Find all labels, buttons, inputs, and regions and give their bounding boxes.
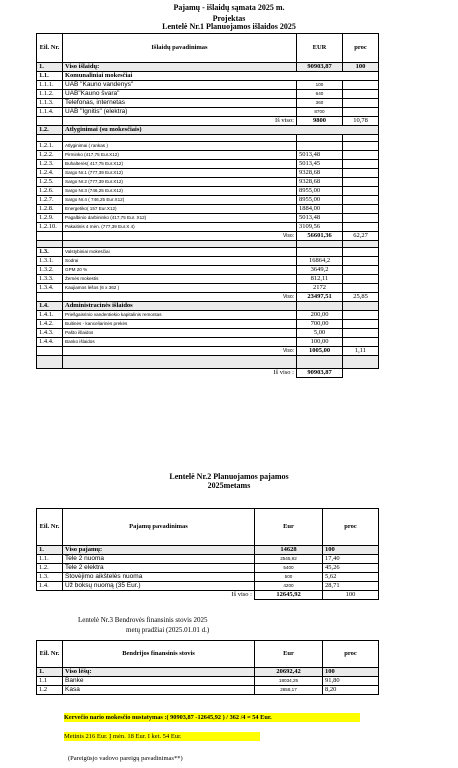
table-row [37, 214, 379, 223]
cell-proc: 91,80 [323, 677, 379, 686]
cell-nr: 1.1 [37, 677, 63, 686]
cell-nr: 1. [37, 63, 63, 72]
table-row [37, 81, 379, 90]
cell-nr: 1.3.4. [37, 284, 63, 293]
header-proc: proc [323, 641, 379, 668]
cell-nr: 1.1.1. [37, 81, 63, 90]
cell-eur: 200,00 [297, 311, 343, 320]
cell-eur: 5013,48 [297, 214, 343, 223]
cell-nr: 1.1.2. [37, 90, 63, 99]
cell-eur: 8700 [297, 108, 343, 117]
cell-nr: 1.2.4. [37, 169, 63, 178]
cell-nr: 1.3. [37, 248, 63, 257]
cell-proc: 17,40 [323, 555, 379, 564]
cell-name: GPM 20 % [63, 266, 297, 275]
cell-nr: 1.2. [37, 564, 63, 573]
table-row [37, 196, 379, 205]
cell-name: Pirminko (417,75 Eur.X12) [63, 151, 297, 160]
header-nr: Eil. Nr. [37, 509, 63, 546]
cell-name: Priešgaisrinio vandentiekio kapitalinis remontas [63, 311, 297, 320]
financial-status-table [36, 640, 379, 695]
table-header-row [37, 641, 379, 668]
cell-name: Stovėjimo aikštelės nuoma [63, 573, 255, 582]
cell-name: Energetiko( 157 Eur.X12) [63, 205, 297, 214]
cell-nr: 1. [37, 668, 63, 677]
cell-eur: 4200 [255, 582, 323, 591]
cell-eur: 5400 [255, 564, 323, 573]
cell-eur: 8955,00 [297, 196, 343, 205]
cell-eur: 5013,48 [297, 151, 343, 160]
header-proc: proc [343, 34, 379, 63]
total-expenses-row [37, 63, 379, 72]
cell-eur: 3649,2 [297, 266, 343, 275]
cell-proc: 100 [323, 591, 379, 600]
cell-eur: 1005,00 [297, 347, 343, 356]
cell-eur: 14628 [255, 546, 323, 555]
cell-eur: 812,11 [297, 275, 343, 284]
cell-nr: 1.4.3. [37, 329, 63, 338]
cell-name: Sargo Nr.1 (777,39 Eur.X12) [63, 169, 297, 178]
cell-eur: 3109,56 [297, 223, 343, 232]
cell-nr: 1.2 [37, 686, 63, 695]
cell-name: Komunaliniai mokesčiai [63, 72, 379, 81]
cell-nr: 1.2.6. [37, 187, 63, 196]
cell-eur: 500 [255, 573, 323, 582]
cell-name: Administracinės išlaidos [63, 302, 297, 311]
cell-proc: 28,71 [323, 582, 379, 591]
table-row [37, 169, 379, 178]
table-row [37, 266, 379, 275]
cell-proc: 45,26 [323, 564, 379, 573]
cell-nr: 1.1.3. [37, 99, 63, 108]
cell-name: Žemės mokestis [63, 275, 297, 284]
cell-proc: 100 [343, 63, 379, 72]
header-eur: Eur [255, 641, 323, 668]
cell-eur: 12645,92 [255, 591, 323, 600]
cell-nr: 1.2.7. [37, 196, 63, 205]
table-row [37, 187, 379, 196]
cell-eur [297, 142, 343, 151]
header-name: Pajamų pavadinimas [63, 509, 255, 546]
cell-eur: 5013,45 [297, 160, 343, 169]
income-table [36, 508, 379, 600]
cell-eur: 16864,2 [297, 257, 343, 266]
cell-name: Pagalbinio darbininko (417,75 Eur. X12) [63, 214, 297, 223]
cell-eur: 700,00 [297, 320, 343, 329]
cell-eur: 100,00 [297, 338, 343, 347]
cell-name: Viso pajamų: [63, 546, 255, 555]
table-row [37, 582, 379, 591]
cell-nr: 1.2.8. [37, 205, 63, 214]
cell-eur: 8955,00 [297, 187, 343, 196]
cell-eur: 5,00 [297, 329, 343, 338]
cell-name: Kasa [63, 686, 255, 695]
table-row [37, 329, 379, 338]
table-row [37, 151, 379, 160]
section-1-2 [37, 126, 379, 135]
cell-name: Tele 2 nuoma [63, 555, 255, 564]
cell-label: Viso: [63, 232, 297, 241]
cell-nr: 1.1. [37, 72, 63, 81]
table-row [37, 205, 379, 214]
cell-nr: 1.4.2. [37, 320, 63, 329]
cell-name: Pakaitinis 4 mėn. (777,39 Eur.X 4) [63, 223, 297, 232]
table-header-row [37, 509, 379, 546]
cell-eur: 640 [297, 90, 343, 99]
table-row [37, 257, 379, 266]
cell-name: Valstybiniai mokesčiai [63, 248, 297, 257]
cell-eur: 2545,92 [255, 555, 323, 564]
table-row [37, 573, 379, 582]
cell-eur: 90903,87 [297, 63, 343, 72]
header-eur: Eur [255, 509, 323, 546]
header-nr: Eil. Nr. [37, 34, 63, 63]
cell-nr: 1.2.1. [37, 142, 63, 151]
cell-label: Viso: [63, 347, 297, 356]
header-proc: proc [323, 509, 379, 546]
cell-nr: 1.2.9. [37, 214, 63, 223]
total-income-row [37, 546, 379, 555]
cell-eur: 20692,42 [255, 668, 323, 677]
table-row [37, 178, 379, 187]
cell-proc: 8,20 [323, 686, 379, 695]
cell-name: Banke [63, 677, 255, 686]
cell-nr: 1.1. [37, 555, 63, 564]
cell-name: Buitinės - kanceliarinės prekės [63, 320, 297, 329]
table-row [37, 108, 379, 117]
cell-nr: 1.2.10. [37, 223, 63, 232]
cell-nr: 1.3.3. [37, 275, 63, 284]
table-header-row [37, 34, 379, 63]
document-subtitle: Projektas [212, 14, 246, 23]
document-title: Pajamų - išlaidų sąmata 2025 m. [173, 3, 285, 12]
cell-eur: 100 [297, 81, 343, 90]
cell-nr: 1.3.2. [37, 266, 63, 275]
table-row [37, 677, 379, 686]
grand-total-row [37, 369, 379, 378]
cell-name: Kaujiamos lėšos (6 x 362 ) [63, 284, 297, 293]
subtotal-row [37, 293, 379, 302]
cell-nr: 1.2.5. [37, 178, 63, 187]
header-name: Išlaidų pavadinimas [63, 34, 297, 63]
cell-proc: 100 [323, 668, 379, 677]
cell-name: Sargo Nr.4 ( 746,25 Eur.X12) [63, 196, 297, 205]
cell-name: Viso išlaidų: [63, 63, 297, 72]
cell-nr: 1. [37, 546, 63, 555]
cell-name: UAB "Ignitis" (elektra) [63, 108, 297, 117]
table3-caption-date: metų pradžiai (2025.01.01 d.) [126, 626, 210, 634]
table-row [37, 275, 379, 284]
cell-name: Banko išlaidos [63, 338, 297, 347]
cell-name: UAB"Kauno švara" [63, 90, 297, 99]
section-1-3 [37, 248, 379, 257]
cell-name: Tele 2 elektra [63, 564, 255, 573]
cell-proc: 1,11 [343, 347, 379, 356]
cell-proc: 5,62 [323, 573, 379, 582]
table2-caption-year: 2025metams [207, 481, 251, 490]
header-nr: Eil. Nr. [37, 641, 63, 668]
table-row [37, 90, 379, 99]
table-row [37, 223, 379, 232]
table3-caption: Lentelė Nr.3 Bendrovės finansinis stovis 2025 [78, 616, 208, 624]
cell-nr: 1.4.4. [37, 338, 63, 347]
cell-nr: 1.3. [37, 573, 63, 582]
cell-label: Iš viso: [63, 117, 297, 126]
table1-caption: Lentelė Nr.1 Planuojamos išlaidos 2025 [162, 22, 296, 31]
table-row [37, 142, 379, 151]
fee-formula: Kervečio nario mokesčio nustatymas :( 90903,87 -12645,92 ) / 362 /4 = 54 Eur. [64, 713, 360, 722]
table-row [37, 99, 379, 108]
cell-name: Už boksų nuomą (35 Eur.) [63, 582, 255, 591]
cell-nr: 1.4.1. [37, 311, 63, 320]
cell-nr: 1.2.3. [37, 160, 63, 169]
cell-eur: 9328,68 [297, 178, 343, 187]
cell-eur: 18034,25 [255, 677, 323, 686]
table-row [37, 284, 379, 293]
table2-caption: Lentelė Nr.2 Planuojamos pajamos [169, 472, 289, 481]
cell-eur: 23497,51 [297, 293, 343, 302]
header-eur: EUR [297, 34, 343, 63]
cell-label: Iš viso : [273, 369, 294, 377]
cell-eur: 90903,87 [297, 369, 343, 378]
header-name: Bendrijos finansinis stovis [63, 641, 255, 668]
table-row [37, 555, 379, 564]
cell-eur: 9328,68 [297, 169, 343, 178]
cell-eur: 2658,17 [255, 686, 323, 695]
cell-eur: 56601,36 [297, 232, 343, 241]
cell-label: Iš viso : [231, 591, 252, 599]
table-row [37, 160, 379, 169]
signature-line: (Pareigūsjo vadovo pareigų pavadinimas**) [68, 755, 183, 762]
cell-label: Viso: [63, 293, 297, 302]
table-row [37, 338, 379, 347]
cell-name: Telefonas, internetas [63, 99, 297, 108]
cell-proc: 62,27 [343, 232, 379, 241]
fee-summary: Metinis 216 Eur. Į mėn. 18 Eur. I ket. 54 Eur. [64, 732, 260, 741]
table-row [37, 686, 379, 695]
cell-nr: 1.4. [37, 582, 63, 591]
cell-eur: 1884,00 [297, 205, 343, 214]
table-row [37, 564, 379, 573]
subtotal-row [37, 117, 379, 126]
cell-proc: 25,85 [343, 293, 379, 302]
cell-nr: 1.4. [37, 302, 63, 311]
subtotal-row [37, 232, 379, 241]
table-row [37, 311, 379, 320]
grand-total-row [37, 591, 379, 600]
section-1-4 [37, 302, 379, 311]
cell-eur: 2172 [297, 284, 343, 293]
total-funds-row [37, 668, 379, 677]
cell-name: Atlyginimai (su mokesčiais) [63, 126, 379, 135]
cell-name: Sargo Nr.2 (777,39 Eur.X12) [63, 178, 297, 187]
cell-name: Atlyginimai ( rankas ) [63, 142, 297, 151]
table-row [37, 320, 379, 329]
cell-nr: 1.2. [37, 126, 63, 135]
cell-nr: 1.2.2. [37, 151, 63, 160]
cell-nr: 1.3.1. [37, 257, 63, 266]
cell-proc: 100 [323, 546, 379, 555]
cell-name: Sodrai [63, 257, 297, 266]
cell-eur: 360 [297, 99, 343, 108]
expenses-table [36, 33, 379, 378]
cell-proc: 10,78 [343, 117, 379, 126]
cell-eur: 9800 [297, 117, 343, 126]
cell-nr: 1.1.4. [37, 108, 63, 117]
section-1-1 [37, 72, 379, 81]
cell-name: Buhalterės( 417,75 Eur.X12) [63, 160, 297, 169]
subtotal-row [37, 347, 379, 356]
cell-name: Sargo Nr.3 (746,25 Eur.X12) [63, 187, 297, 196]
cell-name: UAB "Kauno vandenys" [63, 81, 297, 90]
cell-name: Viso lėšų: [63, 668, 255, 677]
cell-name: Pašto išlaidos [63, 329, 297, 338]
